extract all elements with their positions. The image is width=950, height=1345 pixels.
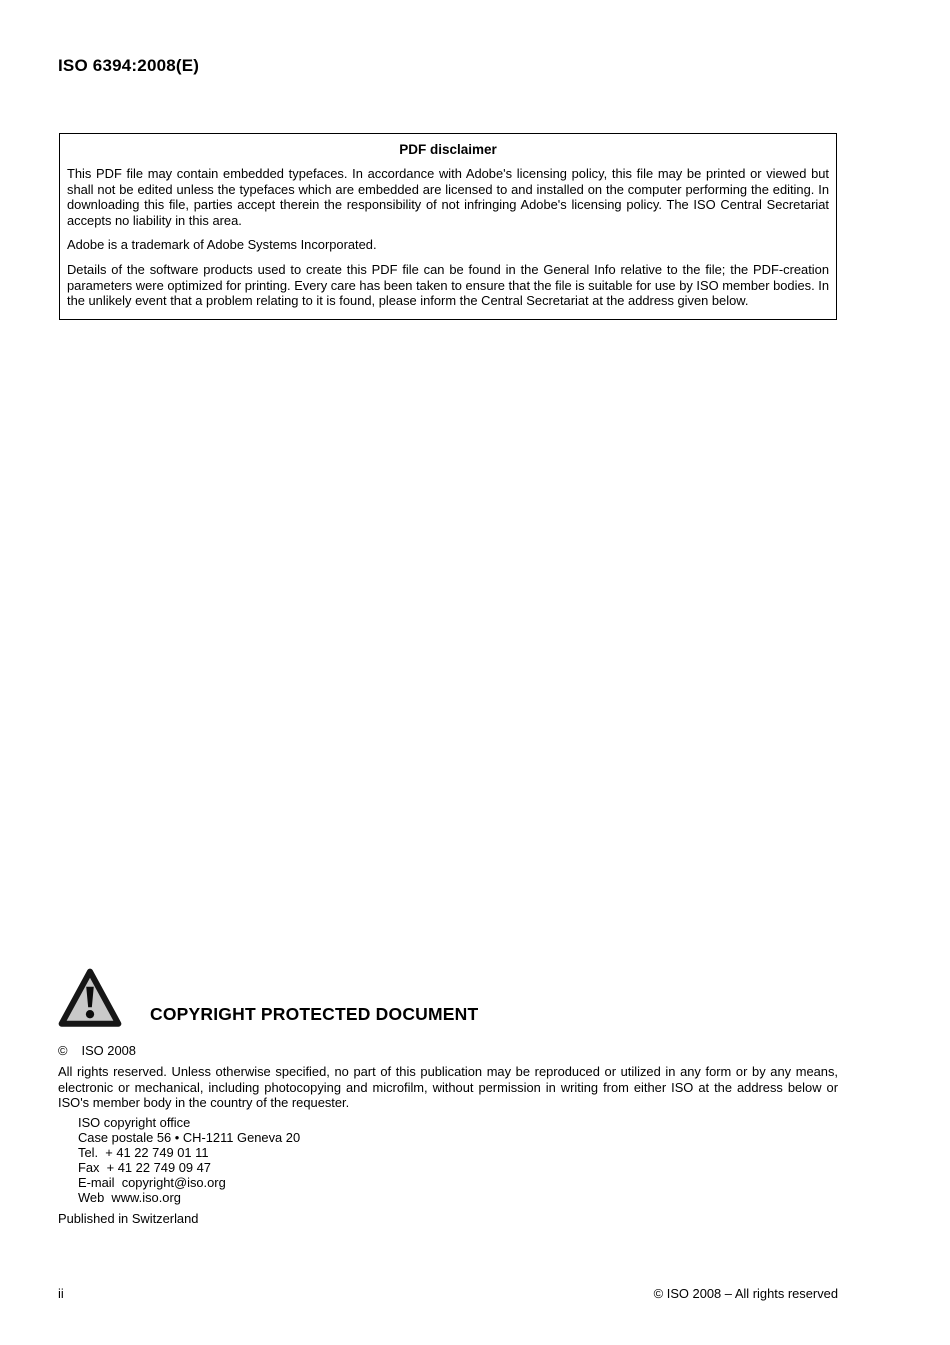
warning-triangle-icon xyxy=(57,966,123,1030)
address-line: Web www.iso.org xyxy=(78,1190,181,1206)
page-footer xyxy=(58,1286,838,1301)
disclaimer-paragraph: Details of the software products used to create this PDF file can be found in the General Info relative to the file; the PDF-creation parameters were optimized for printing. Every care has been taken to ensure that the file is suitable for use by ISO member bodies. In the unlikely event that a problem relating to it is found, please inform the Central Secretariat at the address given below. xyxy=(67,261,829,309)
address-line: Tel. + 41 22 749 01 11 xyxy=(78,1144,209,1160)
address-line: ISO copyright office xyxy=(78,1114,191,1130)
disclaimer-title: PDF disclaimer xyxy=(399,142,497,157)
copyright-symbol: © xyxy=(58,1043,68,1058)
copyright-section xyxy=(58,963,838,1226)
copyright-header xyxy=(58,963,838,1030)
disclaimer-paragraph: This PDF file may contain embedded typefaces. In accordance with Adobe's licensing policy, this file may be printed or viewed but shall not be edited unless the typefaces which are embedded are licensed to and installed on the computer performing the editing. In downloading this file, parties accept therein the responsibility of not infringing Adobe's licensing policy. The ISO Central Secretariat accepts no liability in this area. xyxy=(67,166,829,228)
copyright-year: ISO 2008 xyxy=(81,1043,136,1058)
address-line: E-mail copyright@iso.org xyxy=(78,1175,226,1191)
pdf-disclaimer-box xyxy=(59,133,837,320)
rights-paragraph: All rights reserved. Unless otherwise specified, no part of this publication may be reproduced or utilized in any form or by any means, electronic or mechanical, including photocopying and microfilm, without permission in writing from either ISO at the address below or ISO's member body in the country of the requester. xyxy=(58,1064,838,1111)
address-line: Fax + 41 22 749 09 47 xyxy=(78,1160,211,1176)
disclaimer-paragraph: Adobe is a trademark of Adobe Systems Incorporated. xyxy=(67,237,377,253)
published-line: Published in Switzerland xyxy=(58,1211,199,1227)
address-block xyxy=(78,1115,838,1206)
page-number: ii xyxy=(58,1286,64,1301)
address-line: Case postale 56 • CH-1211 Geneva 20 xyxy=(78,1129,301,1145)
copyright-heading: COPYRIGHT PROTECTED DOCUMENT xyxy=(150,1004,479,1024)
copyright-line xyxy=(58,1043,838,1058)
document-reference: ISO 6394:2008(E) xyxy=(58,56,200,75)
footer-copyright: © ISO 2008 – All rights reserved xyxy=(653,1286,838,1301)
